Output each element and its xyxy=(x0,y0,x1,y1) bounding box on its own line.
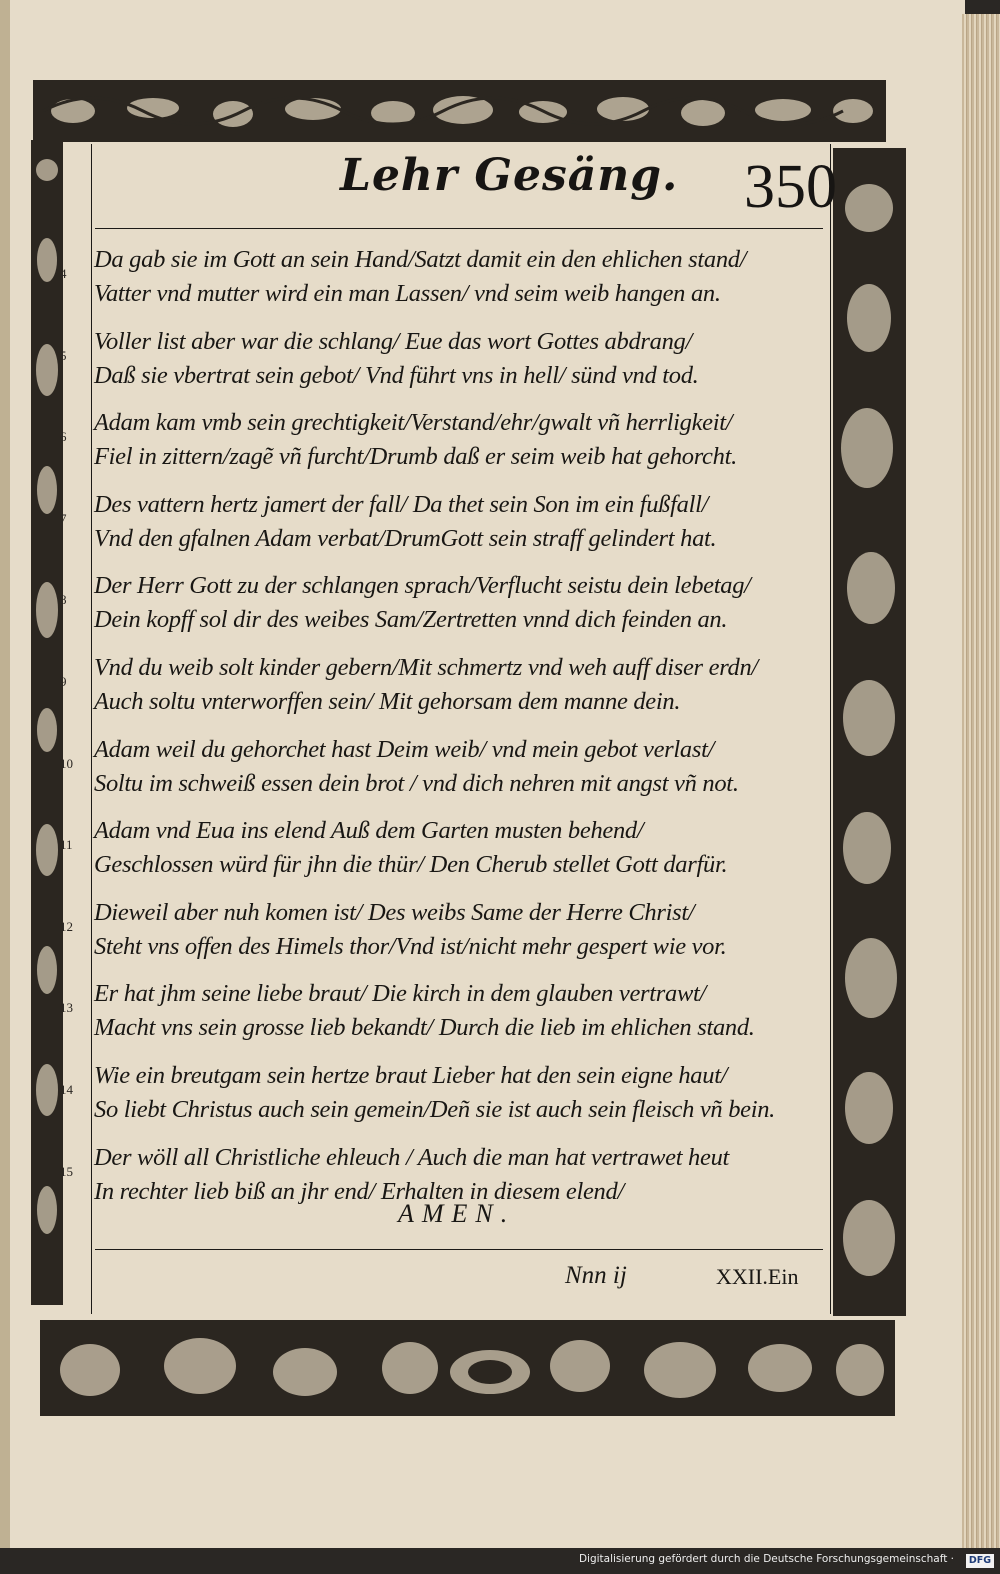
catchword: XXII.Ein xyxy=(716,1264,799,1289)
verse-line: Voller list aber war die schlang/ Eue das wort Gottes abdrang/ xyxy=(94,327,692,355)
verse-line: Vnd du weib solt kinder gebern/Mit schmertz vnd weh auff diser erdn/ xyxy=(94,653,758,681)
verse-line: Fiel in zittern/zagẽ vñ furcht/Drumb daß er seim weib hat gehorcht. xyxy=(94,443,737,471)
page-number: 350 xyxy=(744,153,837,221)
verse-number: 4 xyxy=(60,266,67,281)
ornament-border-top xyxy=(33,80,886,142)
verse xyxy=(60,407,830,489)
verse-line: Des vattern hertz jamert der fall/ Da thet sein Son im ein fußfall/ xyxy=(94,490,709,518)
verse-line: So liebt Christus auch sein gemein/Deñ sie ist auch sein fleisch vñ bein. xyxy=(94,1095,776,1123)
verse-line: Adam kam vmb sein grechtigkeit/Verstand/ehr/gwalt vñ herrligkeit/ xyxy=(94,409,733,437)
verse-line: Dieweil aber nuh komen ist/ Des weibs Same der Herre Christ/ xyxy=(94,898,695,926)
verse xyxy=(60,244,830,326)
verse-number: 8 xyxy=(60,592,67,608)
page-gutter xyxy=(0,0,10,1548)
amen-text: AMEN. xyxy=(398,1199,516,1228)
verse xyxy=(60,734,830,816)
verse-line: Macht vns sein grosse lieb bekandt/ Durch die lieb im ehlichen stand. xyxy=(94,1014,755,1042)
verse xyxy=(60,570,830,652)
verse-line: In rechter lieb biß an jhr end/ Erhalten in diesem elend/ xyxy=(94,1177,624,1205)
verse-line: Geschlossen würd für jhn die thür/ Den Cherub stellet Gott darfür. xyxy=(94,851,728,879)
ornament-border-right xyxy=(833,148,906,1316)
ornament-border-left xyxy=(31,140,63,1305)
verse-number: 5 xyxy=(60,347,67,363)
ornament-border-bottom xyxy=(40,1320,895,1416)
verse xyxy=(60,815,830,897)
verse xyxy=(60,1060,830,1142)
verse-number: 7 xyxy=(60,510,67,526)
credit-text: Digitalisierung gefördert durch die Deutsche Forschungsgemeinschaft · xyxy=(578,1553,954,1565)
verse-line: Vnd den gfalnen Adam verbat/DrumGott sein straff gelindert hat. xyxy=(94,524,717,552)
dfg-logo: DFG xyxy=(966,1554,994,1568)
verse-line: Vatter vnd mutter wird ein man Lassen/ vnd seim weib hangen an. xyxy=(94,280,721,307)
verse-number: 13 xyxy=(60,1000,73,1016)
verse-line: Daß sie vbertrat sein gebot/ Vnd führt vns in hell/ sünd vnd tod. xyxy=(94,361,699,389)
verse-line: Wie ein breutgam sein hertze braut Lieber hat den sein eigne haut/ xyxy=(94,1061,728,1089)
page-edges xyxy=(962,14,1000,1548)
verse-line: Der Herr Gott zu der schlangen sprach/Verflucht seistu dein lebetag/ xyxy=(94,572,751,600)
header-rule xyxy=(95,228,823,229)
verse-number: 6 xyxy=(60,429,67,445)
verse-line: Der wöll all Christliche ehleuch / Auch die man hat vertrawet heut xyxy=(94,1143,730,1171)
verse xyxy=(60,897,830,979)
footer-rule xyxy=(95,1249,823,1250)
verse-line: Auch soltu vnterworffen sein/ Mit gehorsam dem manne dein. xyxy=(94,687,681,715)
verse-list xyxy=(60,244,830,1223)
signature-mark: Nnn ij xyxy=(565,1262,627,1289)
verse-line: Dein kopff sol dir des weibes Sam/Zertretten vnnd dich feinden an. xyxy=(94,606,728,634)
verse-number: 14 xyxy=(60,1081,73,1097)
verse-line: Er hat jhm seine liebe braut/ Die kirch in dem glauben vertrawt/ xyxy=(94,980,707,1008)
verse-line: Soltu im schweiß essen dein brot / vnd dich nehren mit angst vñ not. xyxy=(94,769,739,797)
credit-bar xyxy=(0,1550,1000,1574)
verse-number: 9 xyxy=(60,673,67,689)
verse-number: 12 xyxy=(60,918,73,934)
verse xyxy=(60,652,830,734)
verse-line: Steht vns offen des Himels thor/Vnd ist/nicht mehr gespert wie vor. xyxy=(94,932,727,960)
verse-line: Adam vnd Eua ins elend Auß dem Garten musten behend/ xyxy=(94,817,644,845)
verse-line: Da gab sie im Gott an sein Hand/Satzt damit ein den ehlichen stand/ xyxy=(94,246,747,273)
verse xyxy=(60,489,830,571)
verse-line: Adam weil du gehorchet hast Deim weib/ vnd mein gebot verlast/ xyxy=(94,735,715,763)
verse xyxy=(60,978,830,1060)
verse-number: 11 xyxy=(60,837,73,853)
verse xyxy=(60,326,830,408)
verse-number: 15 xyxy=(60,1163,73,1179)
verse-number: 10 xyxy=(60,755,73,771)
page-title: Lehr Gesäng. xyxy=(340,150,679,201)
